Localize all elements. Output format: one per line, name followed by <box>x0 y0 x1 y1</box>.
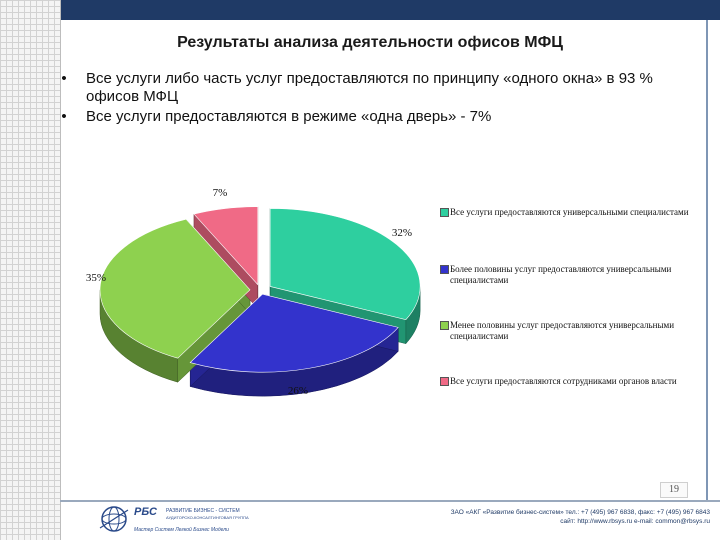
legend-item <box>440 207 690 218</box>
pie-tops <box>100 207 420 373</box>
legend-label: Более половины услуг предоставляются универсальными специалистами <box>450 264 672 285</box>
legend-item <box>440 320 690 342</box>
decorative-grid <box>0 0 60 540</box>
logo-tagline: Мастер Систем Легкой Бизнес Модели <box>134 527 229 533</box>
footer-contacts <box>330 508 710 526</box>
legend-item <box>440 376 690 387</box>
page-number: 19 <box>660 482 688 498</box>
pie-data-label: 35% <box>85 272 107 284</box>
bullet-text: Все услуги либо часть услуг предоставляются по принципу «одного окна» в 93 % офисов МФЦ <box>86 70 653 105</box>
bullet-text: Все услуги предоставляются в режиме «одна дверь» - 7% <box>86 108 492 125</box>
bullet-dot: • <box>61 70 67 87</box>
legend-item <box>440 264 690 286</box>
header-gap <box>60 20 720 22</box>
company-logo <box>98 504 249 534</box>
pie-data-label: 26% <box>287 385 309 397</box>
bullet-list <box>58 70 658 128</box>
legend-label: Менее половины услуг предоставляются универсальными специалистами <box>450 320 675 341</box>
pie-data-label: 7% <box>212 187 228 199</box>
logo-subtitle: РАЗВИТИЕ БИЗНЕС - СИСТЕМ <box>166 508 240 514</box>
footer-site-line: сайт: http://www.rbsys.ru e-mail: common@rbsys.ru <box>560 518 710 525</box>
legend-swatch <box>440 208 449 217</box>
legend-swatch <box>440 321 449 330</box>
bullet-dot: • <box>61 108 67 125</box>
logo-text: РБС <box>134 506 157 518</box>
header-band-right <box>660 0 720 20</box>
legend-swatch <box>440 377 449 386</box>
globe-icon <box>98 504 130 534</box>
footer-line <box>60 500 720 502</box>
bullet-item <box>58 70 658 106</box>
legend-label: Все услуги предоставляются сотрудниками органов власти <box>450 376 677 386</box>
legend-swatch <box>440 265 449 274</box>
pie-data-label: 32% <box>391 227 413 239</box>
slide-title: Результаты анализа деятельности офисов МФЦ <box>177 34 563 51</box>
pie-chart <box>60 180 440 410</box>
bullet-item <box>58 108 658 126</box>
legend-label: Все услуги предоставляются универсальными специалистами <box>450 207 689 217</box>
header-band <box>60 0 660 20</box>
right-rule <box>706 20 708 500</box>
footer-company-line: ЗАО «АКГ «Развитие бизнес-систем» тел.: +7 (495) 967 6838, факс: +7 (495) 967 6843 <box>450 509 710 516</box>
logo-subtitle-2: АУДИТОРСКО-КОНСАЛТИНГОВАЯ ГРУППА <box>166 515 249 520</box>
